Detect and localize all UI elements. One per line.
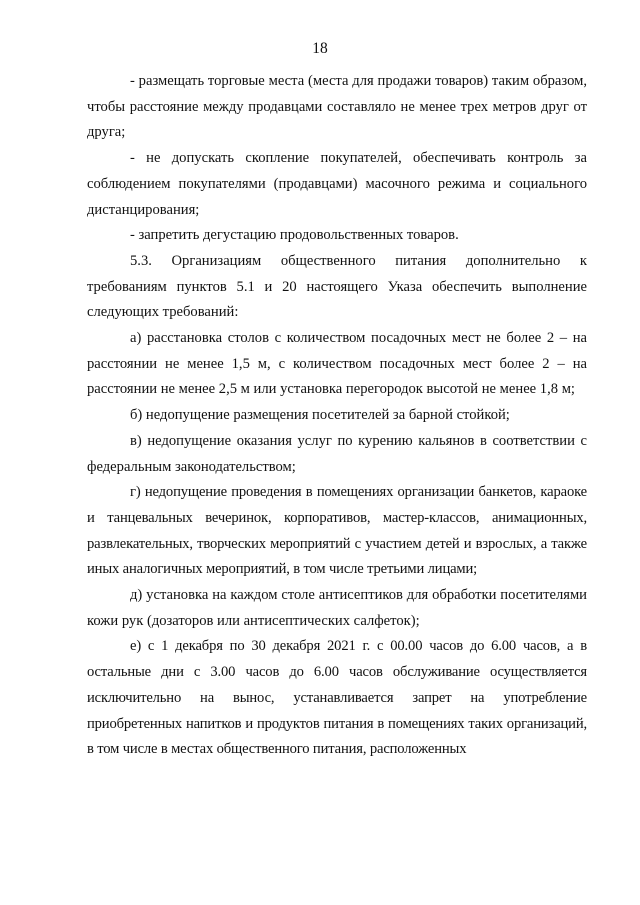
paragraph-item-d-antiseptics: д) установка на каждом столе антисептиков для обработки посетителями кожи рук (дозаторов или антисептических салфеток); <box>87 587 587 629</box>
paragraph-item-g-events: г) недопущение проведения в помещениях организации банкетов, караоке и танцевальных вечеринок, корпоративов, мастер-классов, анимационных, развлекательных, творческих мероприятий с участием детей и взрослых, а также иных аналогичных мероприятий, в том числе третьими лицами; <box>87 484 587 578</box>
paragraph-item-a-tables: а) расстановка столов с количеством посадочных мест не более 2 – на расстоянии не менее 1,5 м, с количеством посадочных мест более 2 – на расстоянии не менее 2,5 м или установка перегородок высотой не менее 1,8 м; <box>87 330 587 398</box>
page-number: 18 <box>312 40 328 57</box>
paragraph-item-e-hours: е) с 1 декабря по 30 декабря 2021 г. с 00.00 часов до 6.00 часов, а в остальные дни с 3.00 часов до 6.00 часов обслуживание осуществляется исключительно на вынос, устанавливается запрет на употребление приобретенных напитков и продуктов питания в помещениях таких организаций, в том числе в местах общественного питания, расположенных <box>87 638 587 758</box>
paragraph-tasting-ban: - запретить дегустацию продовольственных товаров. <box>130 227 459 244</box>
paragraph-item-b-bar: б) недопущение размещения посетителей за барной стойкой; <box>130 407 510 424</box>
paragraph-crowd-control: - не допускать скопление покупателей, обеспечивать контроль за соблюдением покупателями (продавцами) масочного режима и социального дистанцирования; <box>87 150 587 218</box>
paragraph-item-v-hookah: в) недопущение оказания услуг по курению кальянов в соответствии с федеральным законодательством; <box>87 432 587 475</box>
paragraph-trading-places: - размещать торговые места (места для продажи товаров) таким образом, чтобы расстояние между продавцами составляло не менее трех метров друг от друга; <box>87 73 587 141</box>
paragraph-catering-requirements: 5.3. Организациям общественного питания дополнительно к требованиям пунктов 5.1 и 20 настоящего Указа обеспечить выполнение следующих требований: <box>87 252 587 321</box>
document-body <box>87 69 587 763</box>
